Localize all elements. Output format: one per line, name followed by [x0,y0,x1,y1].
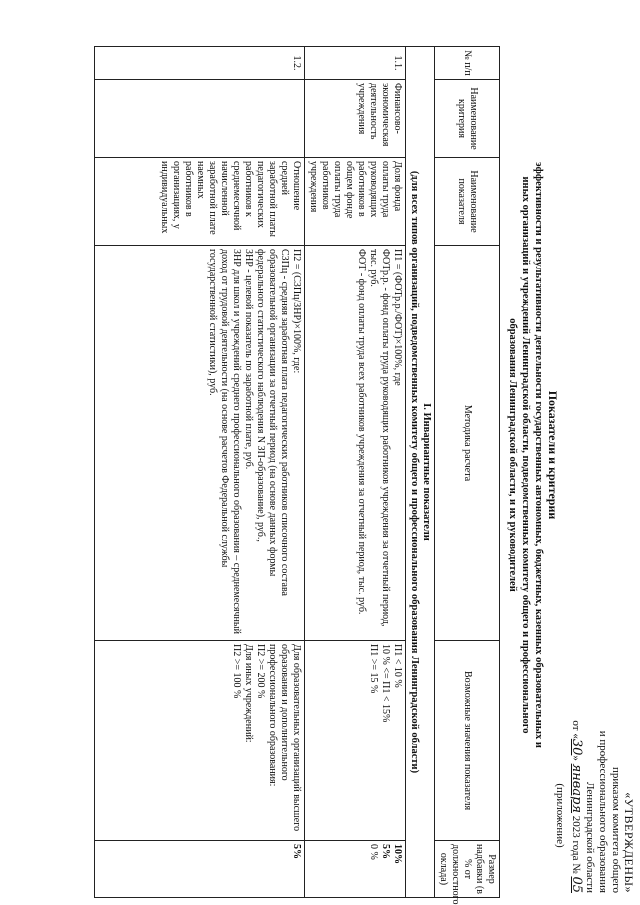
value-line: П1 >= 15 % [368,644,379,694]
document-subtitle-line-3: образования Ленинградской области, и их руководителей [507,318,518,592]
criteria-table [94,46,500,905]
row-method [305,246,406,641]
table-row [95,47,305,898]
method-line: П2 = (СЗПц/ЗНР)×100%, где: [291,249,302,374]
section-title [406,47,435,898]
value-line: Для иных учреждений: [243,644,254,743]
table-header-row [435,47,500,898]
document-heading [506,20,560,890]
table-row [305,47,406,898]
row-indicator: Отношение средней заработной платы педагогических работников к среднемесячной начисленной заработной плате наемных работников в организациях, у индивидуальных [95,158,305,246]
document-title: Показатели и критерии [546,390,560,520]
method-line: ЗНР - целевой показатель по заработной плате, руб. [243,249,254,470]
approval-line-1: приказом комитета общего [610,767,622,893]
bonus-line: 5% [291,844,302,859]
approval-title: «УТВЕРЖДЕНЫ» [622,792,636,893]
date-month: января [569,763,584,814]
row-method [95,246,305,641]
header-criterion: Наименование критерия [435,80,500,158]
date-number: 05 [569,876,584,893]
header-values: Возможные значения показателя [435,641,500,841]
header-indicator: Наименование показателя [435,158,500,246]
approval-stamp [553,668,635,893]
approval-line-2: и профессионального образования [597,730,609,893]
method-line: ФОТр.р. - фонд оплаты труда руководящих работников учреждения за отчетный период, тыс. руб. [368,249,391,627]
value-line: П2 >= 100 % [231,644,242,699]
approval-date [569,668,583,893]
header-method: Методика расчета [435,246,500,641]
row-criterion: Финансово-экономическая деятельность учреждения [305,80,406,158]
row-indicator: Доля фонда оплаты труда руководящих работников в общем фонде оплаты труда работников учреждения [305,158,406,246]
header-bonus: Размер надбавки (в % от должностного оклада) [435,841,500,898]
date-year: 2023 года № [570,815,582,874]
row-bonus [95,841,305,898]
section-title-line-1: I. Инвариантные показатели [421,403,432,541]
bonus-line: 10% [392,844,403,864]
value-line: П2 >= 200 % [255,644,266,699]
row-num: 1.2. [95,47,305,80]
method-line: СЗПц - средняя заработная плата педагогических работников списочного состава образовательной организации за отчетный период (на основе данных формы федерального статистического наблюдения N ЗП-образование), руб., [255,249,290,596]
approval-line-3: Ленинградской области [584,782,596,893]
date-mid: » [570,755,582,761]
bonus-line: 0 % [368,844,379,860]
header-num: № п/п [435,47,500,80]
approval-note: (приложение) [554,783,566,848]
row-num: 1.1. [305,47,406,80]
method-line: П1 = (ФОТр.р./ФОТ)×100%, где [392,249,403,386]
date-prefix: от « [570,720,582,739]
value-line: Для образовательных организаций высшего образования и дополнительного профессионального образования: [267,644,302,832]
date-day: 30 [569,738,584,756]
row-values [95,641,305,841]
section-row [406,47,435,898]
value-line: 10 % <= П1 < 15% [380,644,391,723]
value-line: П1 < 10 % [392,644,403,688]
document-subtitle-line-1: эффективности и результативности деятельности государственных автономных, бюджетных, казенных образовательных и [533,162,544,748]
section-title-line-2: (для всех типов организаций, подведомственных комитету общего и профессионального образования Ленинградской области) [409,170,420,774]
row-bonus [305,841,406,898]
bonus-line: 5% [380,844,391,859]
method-line: ФОТ - фонд оплаты труда всех работников учреждения за отчетный период, тыс. руб. [356,249,367,615]
document-subtitle-line-2: иных организаций и учреждений Ленинградской области, подведомственных комитету общего и профессионального [520,176,531,734]
row-values [305,641,406,841]
method-line: ЗНР для школ и учреждений среднего профессионального образования – среднемесячный доход от трудовой деятельности (на основе расчетов Федеральной службы государственной статистики), руб. [207,249,242,634]
row-criterion [95,80,305,158]
